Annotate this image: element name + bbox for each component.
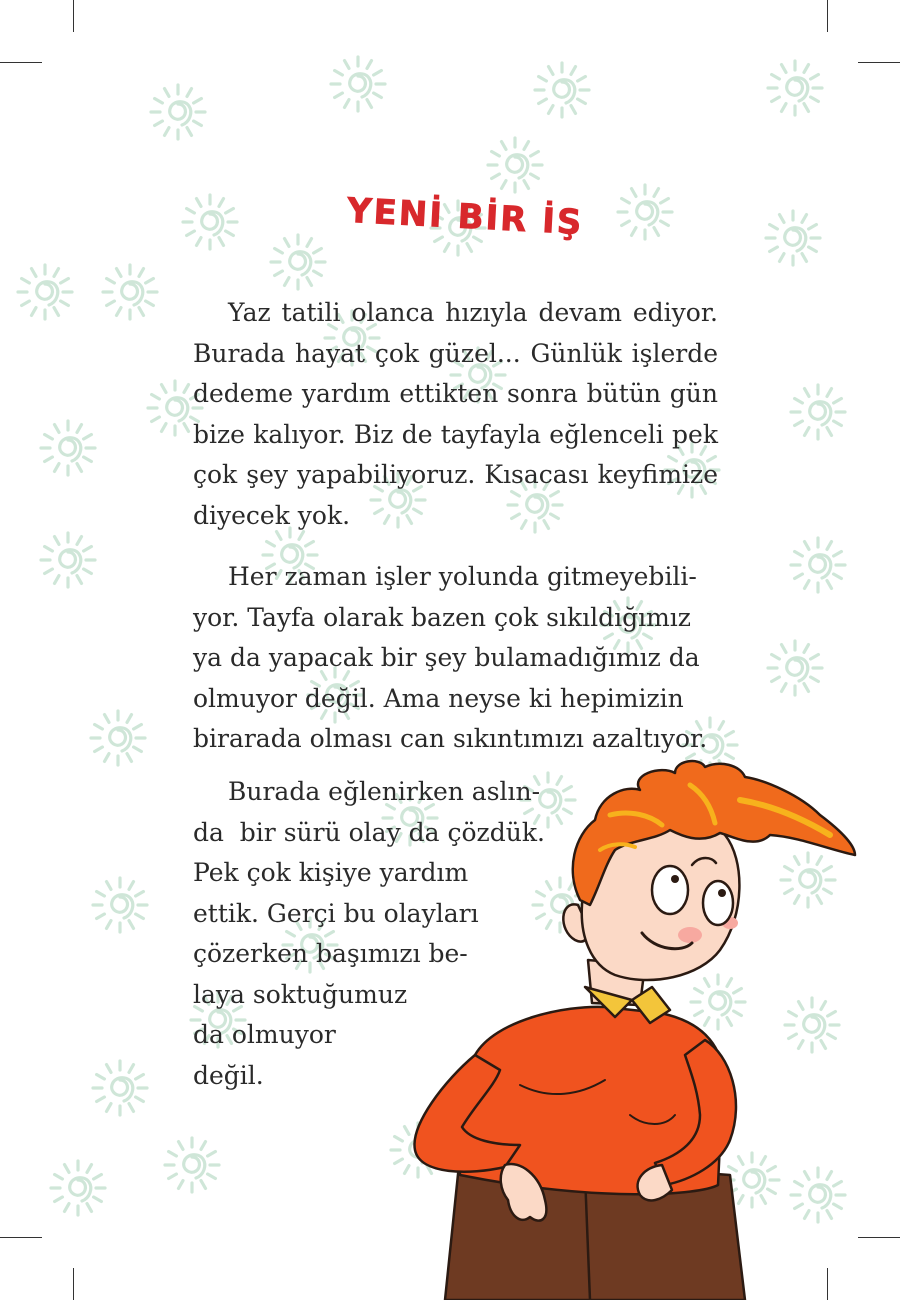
text-line: ettik. Gerçi bu olayları bbox=[193, 898, 479, 928]
text-line: değil. bbox=[193, 1060, 264, 1090]
eye bbox=[652, 866, 688, 914]
text-line: Her zaman işler yolunda gitmeyebili- bbox=[228, 562, 697, 591]
text-line: da bir sürü olay da çözdük. bbox=[193, 817, 545, 847]
eye bbox=[703, 881, 733, 925]
text-line: olmuyor değil. Ama neyse ki hepimizin bbox=[193, 683, 684, 713]
text-line: laya soktuğumuz bbox=[193, 979, 408, 1009]
paragraph-2 bbox=[193, 557, 728, 760]
text-line: çok şey yapabiliyoruz. Kısacası keyfimize bbox=[193, 460, 718, 489]
text-line: Yaz tatili olanca hızıyla devam ediyor. bbox=[228, 298, 718, 327]
text-line: ya da yapacak bir şey bulamadığımız da bbox=[193, 643, 700, 672]
chapter-title bbox=[300, 180, 630, 250]
paragraph-1 bbox=[193, 293, 718, 536]
text-line: yor. Tayfa olarak bazen çok sıkıldığımız bbox=[193, 602, 691, 632]
text-line: birarada olması can sıkıntımızı azaltıyor. bbox=[193, 724, 708, 753]
text-line: çözerken başımızı be- bbox=[193, 939, 468, 968]
text-line: Burada hayat çok güzel... Günlük işlerde bbox=[193, 338, 718, 368]
text-line: diyecek yok. bbox=[193, 500, 351, 530]
text-line: Burada eğlenirken aslın- bbox=[228, 777, 541, 806]
text-line: Pek çok kişiye yardım bbox=[193, 858, 469, 887]
chapter-title-text: YENİ BİR İŞ bbox=[346, 190, 585, 244]
text-line: da olmuyor bbox=[193, 1020, 336, 1049]
text-line: bize kalıyor. Biz de tayfayla eğlenceli pek bbox=[193, 419, 718, 449]
text-line: dedeme yardım ettikten sonra bütün gün bbox=[193, 379, 718, 408]
red-haired-boy-illustration bbox=[400, 755, 870, 1300]
